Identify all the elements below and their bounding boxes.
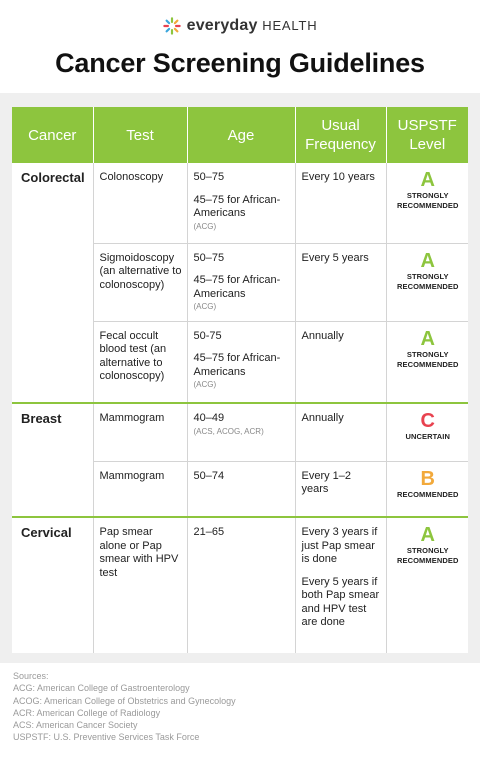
header-frequency: Usual Frequency xyxy=(295,107,386,163)
page-title: Cancer Screening Guidelines xyxy=(55,48,425,78)
table-row xyxy=(12,403,468,461)
header-uspstf-level: USPSTF Level xyxy=(386,107,468,163)
sources-heading: Sources: xyxy=(13,671,49,681)
source-item: ACOG: American College of Obstetrics and Gynecology xyxy=(13,695,236,706)
age-value: 50–75 xyxy=(193,171,225,183)
table-header-row xyxy=(12,107,468,163)
age-cell xyxy=(187,163,295,243)
source-item: USPSTF: U.S. Preventive Services Task Force xyxy=(13,732,200,743)
grade-label: STRONGLY RECOMMENDED xyxy=(396,546,459,565)
test-cell: Fecal occult blood test (an alternative to colonoscopy) xyxy=(93,321,187,403)
cancer-cervical: Cervical xyxy=(12,517,93,653)
age-cell xyxy=(187,461,295,517)
age-value: 50–74 xyxy=(193,469,225,482)
source-item: ACG: American College of Gastroenterology xyxy=(13,683,190,694)
source-item: ACR: American College of Radiology xyxy=(13,707,161,718)
frequency-cell: Every 1–2 years xyxy=(295,461,386,517)
age-cell xyxy=(187,321,295,403)
table-row xyxy=(12,163,468,243)
cancer-breast: Breast xyxy=(12,403,93,517)
age-value: 50–75 xyxy=(193,251,225,264)
test-cell: Mammogram xyxy=(93,461,187,517)
grade-label: STRONGLY RECOMMENDED xyxy=(396,349,459,369)
grade-label: STRONGLY RECOMMENDED xyxy=(396,271,459,291)
age-cell xyxy=(187,517,295,653)
age-note: (ACG) xyxy=(193,221,217,231)
brand-name-bold: everyday xyxy=(186,17,258,34)
age-alt: 45–75 for African-Americans xyxy=(193,193,281,219)
frequency-cell: Annually xyxy=(295,321,386,403)
grade-letter: B xyxy=(420,467,435,490)
cancer-colorectal: Colorectal xyxy=(12,163,93,403)
grade-letter: A xyxy=(420,327,435,350)
grade-letter: A xyxy=(420,524,435,546)
test-cell: Mammogram xyxy=(93,403,187,461)
sources-section xyxy=(13,670,236,744)
test-cell: Colonoscopy xyxy=(93,163,187,243)
age-cell xyxy=(187,403,295,461)
grade-label: UNCERTAIN xyxy=(405,432,450,441)
level-cell xyxy=(386,321,468,403)
level-cell xyxy=(386,461,468,517)
header-age: Age xyxy=(187,107,295,163)
age-alt: 45–75 for African-Americans xyxy=(193,352,281,378)
header-test: Test xyxy=(93,107,187,163)
source-item: ACS: American Cancer Society xyxy=(13,720,138,731)
sunburst-logo-icon xyxy=(163,17,181,35)
header-cancer: Cancer xyxy=(12,107,93,163)
table-row xyxy=(12,517,468,653)
grade-letter: A xyxy=(420,169,435,191)
age-value: 40–49 xyxy=(193,412,225,424)
grade-letter: C xyxy=(420,410,435,432)
age-note: (ACG) xyxy=(193,380,217,389)
age-note: (ACG) xyxy=(193,302,217,311)
level-cell xyxy=(386,243,468,321)
age-note: (ACS, ACOG, ACR) xyxy=(193,426,264,436)
level-cell xyxy=(386,403,468,461)
frequency-cell: Every 5 years xyxy=(295,243,386,321)
brand-logo[interactable] xyxy=(0,14,480,38)
age-cell xyxy=(187,243,295,321)
brand-name xyxy=(187,17,318,35)
frequency-value: Every 3 years if just Pap smear is done xyxy=(301,526,378,565)
age-value: 21–65 xyxy=(193,526,225,538)
frequency-cell: Annually xyxy=(295,403,386,461)
test-cell: Pap smear alone or Pap smear with HPV test xyxy=(93,517,187,653)
grade-letter: A xyxy=(420,249,435,272)
grade-label: RECOMMENDED xyxy=(396,489,459,499)
age-alt: 45–75 for African-Americans xyxy=(193,274,281,300)
level-cell xyxy=(386,163,468,243)
age-value: 50-75 xyxy=(193,329,222,342)
frequency-alt: Every 5 years if both Pap smear and HPV test are done xyxy=(301,575,380,628)
frequency-cell xyxy=(295,517,386,653)
frequency-cell: Every 10 years xyxy=(295,163,386,243)
brand-name-light: HEALTH xyxy=(262,18,318,33)
screening-table xyxy=(12,107,468,653)
level-cell xyxy=(386,517,468,653)
test-cell: Sigmoidoscopy (an alternative to colonoscopy) xyxy=(93,243,187,321)
grade-label: STRONGLY RECOMMENDED xyxy=(396,191,459,210)
